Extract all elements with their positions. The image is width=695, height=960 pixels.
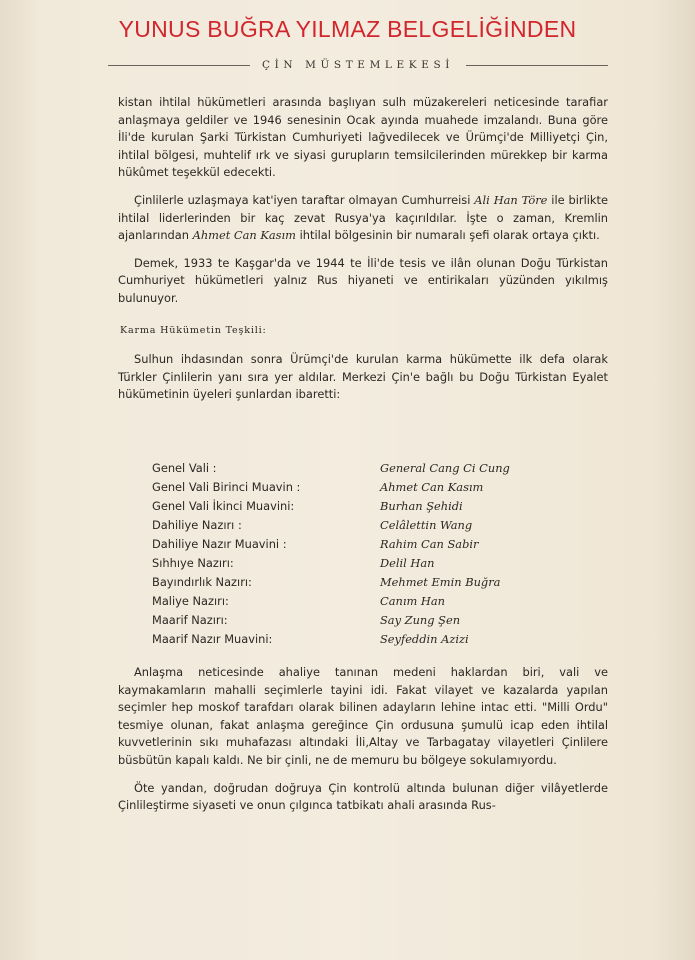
official-name: Ahmet Can Kasım (380, 479, 484, 494)
body-text-top (118, 94, 608, 414)
office-title: Dahiliye Nazırı : (152, 517, 242, 532)
official-name: Say Zung Şen (380, 612, 461, 627)
paragraph-2-name-b: Ahmet Can Kasım (192, 228, 296, 243)
office-title: Genel Vali İkinci Muavini: (152, 498, 295, 513)
official-name: Burhan Şehidi (380, 498, 463, 513)
official-row (152, 515, 552, 534)
official-name: Canım Han (380, 593, 445, 608)
official-name: Rahim Can Sabir (380, 536, 479, 551)
paragraph-2-text-a: Çinlilerle uzlaşmaya kat'iyen taraftar olmayan Cumhurreisi (134, 192, 475, 207)
watermark-title: YUNUS BUĞRA YILMAZ BELGELİĞİNDEN (118, 16, 577, 42)
official-row (152, 496, 552, 515)
official-row (152, 572, 552, 591)
office-title: Bayındırlık Nazırı: (152, 574, 252, 589)
official-row (152, 458, 552, 477)
official-name: Celâlettin Wang (380, 517, 473, 532)
running-head-title: ÇİN MÜSTEMLEKESİ (262, 59, 455, 71)
official-name: General Cang Ci Cung (380, 460, 510, 475)
office-title: Genel Vali Birinci Muavin : (152, 479, 301, 494)
office-title: Dahiliye Nazır Muavini : (152, 536, 287, 551)
official-row (152, 610, 552, 629)
section-heading: Karma Hükümetin Teşkili: (120, 324, 267, 336)
paragraph-2-text-b: ile birlikte ihtilal liderlerinden bir kaç zevat Rusya'ya kaçırıldılar. İşte o zaman, Kremlin ajanlarından (118, 192, 608, 243)
office-title: Maarif Nazır Muavini: (152, 631, 273, 646)
right-rule (466, 65, 608, 66)
office-title: Maarif Nazırı: (152, 612, 228, 627)
official-row (152, 553, 552, 572)
official-row (152, 477, 552, 496)
official-row (152, 591, 552, 610)
official-name: Mehmet Emin Buğra (380, 574, 501, 589)
office-title: Genel Vali : (152, 460, 217, 475)
paragraph-2-text-c: ihtilal bölgesinin bir numaralı şefi olarak ortaya çıktı. (295, 228, 600, 243)
left-rule (108, 65, 250, 66)
office-title: Sıhhıye Nazırı: (152, 555, 234, 570)
paragraph-1: kistan ihtilal hükümetleri arasında başlıyan sulh müzakereleri neticesinde tarafiar anlaşmaya geldiler ve 1946 senesinin Ocak ayında muahede imzalandı. Buna göre İli'de kurulan Şarki Türkistan Cumhuriyeti lağvedilecek ve Ürümçi'de Milliyetçi Çin, ihtilal bölgesi, muhtelif ırk ve siyasi gurupların temsilcilerinden mürekkep bir karma hükûmet teşekkül edecekti. (118, 95, 608, 180)
running-head (108, 56, 608, 74)
paragraph-2-name-a: Ali Han Töre (474, 192, 548, 207)
office-title: Maliye Nazırı: (152, 593, 229, 608)
official-name: Delil Han (380, 555, 435, 570)
paragraph-4: Sulhun ihdasından sonra Ürümçi'de kurulan karma hükümette ilk defa olarak Türkler Çinlilerin yanı sıra yer aldılar. Merkezi Çin'e bağlı bu Doğu Türkistan Eyalet hükümetinin üyeleri şunlardan ibaretti: (118, 352, 608, 402)
paragraph-6: Öte yandan, doğrudan doğruya Çin kontrolü altında bulunan diğer vilâyetlerde Çinlileştirme siyaseti ve onun çılgınca tatbikatı ahali arasında Rus- (118, 780, 608, 813)
paragraph-3: Demek, 1933 te Kaşgar'da ve 1944 te İli'de tesis ve ilân olunan Doğu Türkistan Cumhuriyet hükümetleri yalnız Rus hiyaneti ve entirikaları yüzünden yıkılmış bulunuyor. (118, 255, 608, 305)
body-text-bottom (118, 664, 608, 825)
official-row (152, 629, 552, 648)
official-name: Seyfeddin Azizi (380, 631, 469, 646)
paragraph-5: Anlaşma neticesinde ahaliye tanınan medeni haklardan biri, vali ve kaymakamların mahalli seçimlerle tayini idi. Fakat vilayet ve kazalarda yapılan seçimler hep moskof tarafdarı olarak bilinen adayların lehine intac etti. "Milli Ordu" tesmiye olunan, fakat anlaşma gereğince Çin ordusuna şumulü icap eden ihtilal kuvvetlerinin sıkı muhafazası altındaki İli,Altay ve Tarbagatay vilayetleri Çinlilere büsbütün kapalı kaldı. Ne bir çinli, ne de memuru bu bölgeye sokulamıyordu. (118, 665, 608, 767)
officials-list (152, 458, 552, 648)
official-row (152, 534, 552, 553)
paragraph-2 (118, 192, 608, 245)
